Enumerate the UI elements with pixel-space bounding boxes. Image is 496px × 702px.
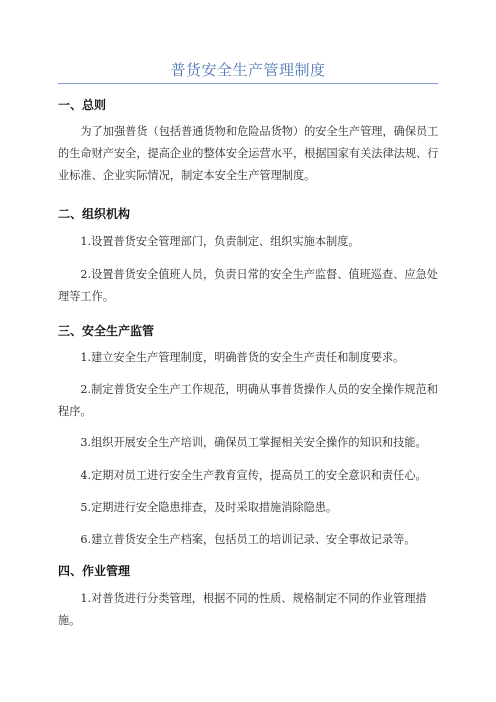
section-heading-general: 一、总则: [58, 98, 107, 112]
section-heading-supervision: 三、安全生产监管: [58, 324, 155, 338]
paragraph-supervision-3: 3.组织开展安全生产培训，确保员工掌握相关安全操作的知识和技能。: [80, 436, 427, 449]
paragraph-organization-1: 1.设置普货安全管理部门，负责制定、组织实施本制度。: [80, 235, 360, 248]
paragraph-supervision-6: 6.建立普货安全生产档案，包括员工的培训记录、安全事故记录等。: [80, 533, 416, 546]
paragraph-supervision-5: 5.定期进行安全隐患排查，及时采取措施消除隐患。: [80, 501, 338, 514]
document-title: 普货安全生产管理制度: [170, 61, 326, 79]
section-heading-organization: 二、组织机构: [58, 207, 131, 221]
paragraph-organization-2: 2.设置普货安全值班人员，负责日常的安全生产监督、值班巡查、应急处理等工作。: [58, 268, 438, 303]
paragraph-operations-1: 1.对普货进行分类管理，根据不同的性质、规格制定不同的作业管理措施。: [58, 592, 427, 627]
paragraph-supervision-1: 1.建立安全生产管理制度，明确普货的安全生产责任和制度要求。: [80, 351, 405, 364]
paragraph-general-intro: 为了加强普货（包括普通货物和危险品货物）的安全生产管理，确保员工的生命财产安全，提高企业的整体安全运营水平，根据国家有关法律法规、行业标准、企业实际情况，制定本安全生产管理制度。: [58, 125, 439, 182]
title-underline: [58, 83, 438, 84]
section-heading-operations: 四、作业管理: [58, 564, 131, 578]
paragraph-supervision-4: 4.定期对员工进行安全生产教育宣传，提高员工的安全意识和责任心。: [80, 469, 427, 482]
paragraph-supervision-2: 2.制定普货安全生产工作规范，明确从事普货操作人员的安全操作规范和程序。: [58, 383, 438, 418]
